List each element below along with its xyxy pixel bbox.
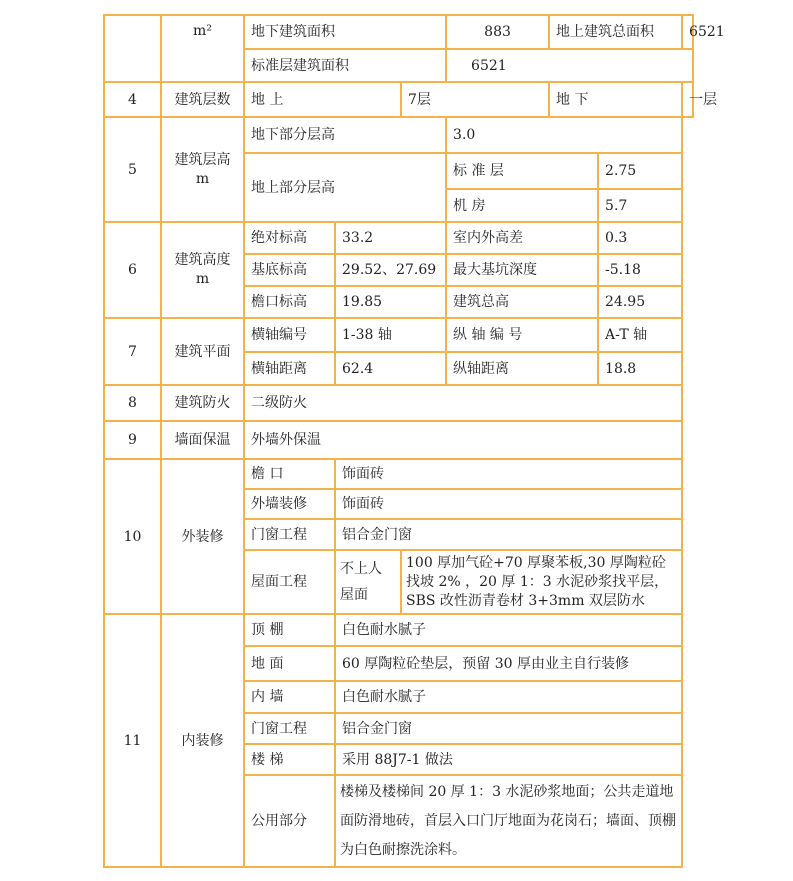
above-area-label: 地上建筑总面积 <box>549 15 682 49</box>
item-name <box>161 222 244 318</box>
roof-type-line1: 不上人 <box>340 561 382 577</box>
vertical-distance-label: 纵轴距离 <box>446 352 598 385</box>
absolute-elevation-label: 绝对标高 <box>244 222 335 254</box>
public-area-value: 楼梯及楼梯间 20 厚 1：3 水泥砂浆地面；公共走道地面防滑地砖，首层入口门厅地面为花岗石；墙面、顶棚为白色耐擦洗涂料。 <box>335 775 682 867</box>
item-name: 墙面保温 <box>161 421 244 459</box>
area-unit: m² <box>161 15 244 82</box>
public-area-label: 公用部分 <box>244 775 335 867</box>
absolute-elevation-value: 33.2 <box>335 222 446 254</box>
row-number: 8 <box>104 385 161 421</box>
machine-room-value: 5.7 <box>598 189 682 222</box>
exterior-wall-label: 外墙装修 <box>244 489 335 519</box>
item-name-line1: 建筑高度 <box>174 252 231 268</box>
interior-wall-value: 白色耐水腻子 <box>335 681 682 713</box>
table-row <box>104 222 693 254</box>
total-height-value: 24.95 <box>598 286 682 318</box>
interior-wall-label: 内 墙 <box>244 681 335 713</box>
underground-area-value: 883 <box>446 15 549 49</box>
row-number: 10 <box>104 459 161 614</box>
fire-rating-value: 二级防火 <box>244 385 682 421</box>
table-row <box>104 421 693 459</box>
underground-height-value: 3.0 <box>446 117 682 153</box>
row-number: 4 <box>104 82 161 117</box>
underground-area-label: 地下建筑面积 <box>244 15 446 49</box>
horizontal-distance-value: 62.4 <box>335 352 446 385</box>
indoor-outdoor-diff-value: 0.3 <box>598 222 682 254</box>
item-name: 建筑平面 <box>161 318 244 385</box>
vertical-axis-value: A-T 轴 <box>598 318 682 352</box>
row-number: 9 <box>104 421 161 459</box>
base-elevation-label: 基底标高 <box>244 254 335 286</box>
item-name: 建筑层数 <box>161 82 244 117</box>
item-name: 外装修 <box>161 459 244 614</box>
building-spec-table <box>103 14 725 868</box>
row-number: 5 <box>104 117 161 222</box>
table-row <box>104 117 693 153</box>
above-floors-label: 地 上 <box>244 82 401 117</box>
eave-elevation-value: 19.85 <box>335 286 446 318</box>
row-number-cell <box>104 15 161 82</box>
item-name-line2: m <box>195 170 210 187</box>
roof-label: 屋面工程 <box>244 550 335 614</box>
table-row <box>104 459 693 489</box>
spec-sheet <box>103 14 725 881</box>
roof-type <box>335 550 401 614</box>
ceiling-value: 白色耐水腻子 <box>335 614 682 646</box>
wall-insulation-value: 外墙外保温 <box>244 421 682 459</box>
interior-window-label: 门窗工程 <box>244 713 335 744</box>
vertical-distance-value: 18.8 <box>598 352 682 385</box>
item-name: 内装修 <box>161 614 244 867</box>
item-name: 建筑防火 <box>161 385 244 421</box>
table-row <box>104 614 693 646</box>
item-name-line1: 建筑层高 <box>174 151 231 168</box>
stair-value: 采用 88J7-1 做法 <box>335 744 682 775</box>
indoor-outdoor-diff-label: 室内外高差 <box>446 222 598 254</box>
base-elevation-value: 29.52、27.69 <box>335 254 446 286</box>
row-number: 6 <box>104 222 161 318</box>
eave-finish-label: 檐 口 <box>244 459 335 489</box>
row-number: 11 <box>104 614 161 867</box>
item-name <box>161 117 244 222</box>
ceiling-label: 顶 棚 <box>244 614 335 646</box>
horizontal-axis-label: 横轴编号 <box>244 318 335 352</box>
table-row <box>104 385 693 421</box>
exterior-window-value: 铝合金门窗 <box>335 519 682 550</box>
table-row <box>104 15 693 49</box>
standard-floor-value: 2.75 <box>598 153 682 189</box>
table-row <box>104 318 693 352</box>
standard-floor-area-label: 标准层建筑面积 <box>244 49 446 82</box>
eave-finish-value: 饰面砖 <box>335 459 682 489</box>
roof-construction-value: 100 厚加气砼+70 厚聚苯板,30 厚陶粒砼找坡 2% ，20 厚 1：3 水泥砂浆找平层，SBS 改性沥青卷材 3+3mm 双层防水 <box>401 550 682 614</box>
horizontal-axis-value: 1-38 轴 <box>335 318 446 352</box>
total-height-label: 建筑总高 <box>446 286 598 318</box>
item-name-line2: m <box>195 271 210 287</box>
above-height-label: 地上部分层高 <box>244 153 446 222</box>
above-floors-value: 7层 <box>401 82 549 117</box>
table-row <box>104 82 693 117</box>
interior-window-value: 铝合金门窗 <box>335 713 682 744</box>
row-number: 7 <box>104 318 161 385</box>
stair-label: 楼 梯 <box>244 744 335 775</box>
horizontal-distance-label: 横轴距离 <box>244 352 335 385</box>
underground-height-label: 地下部分层高 <box>244 117 446 153</box>
exterior-wall-value: 饰面砖 <box>335 489 682 519</box>
roof-type-line2: 屋面 <box>340 587 368 603</box>
below-floors-value: 一层 <box>682 82 693 117</box>
floor-value: 60 厚陶粒砼垫层，预留 30 厚由业主自行装修 <box>335 646 682 681</box>
max-pit-depth-label: 最大基坑深度 <box>446 254 598 286</box>
standard-floor-area-value: 6521 <box>446 49 693 82</box>
above-area-value: 6521 <box>682 15 693 49</box>
max-pit-depth-value: -5.18 <box>598 254 682 286</box>
eave-elevation-label: 檐口标高 <box>244 286 335 318</box>
vertical-axis-label: 纵 轴 编 号 <box>446 318 598 352</box>
standard-floor-label: 标 准 层 <box>446 153 598 189</box>
floor-label: 地 面 <box>244 646 335 681</box>
below-floors-label: 地 下 <box>549 82 682 117</box>
machine-room-label: 机 房 <box>446 189 598 222</box>
exterior-window-label: 门窗工程 <box>244 519 335 550</box>
